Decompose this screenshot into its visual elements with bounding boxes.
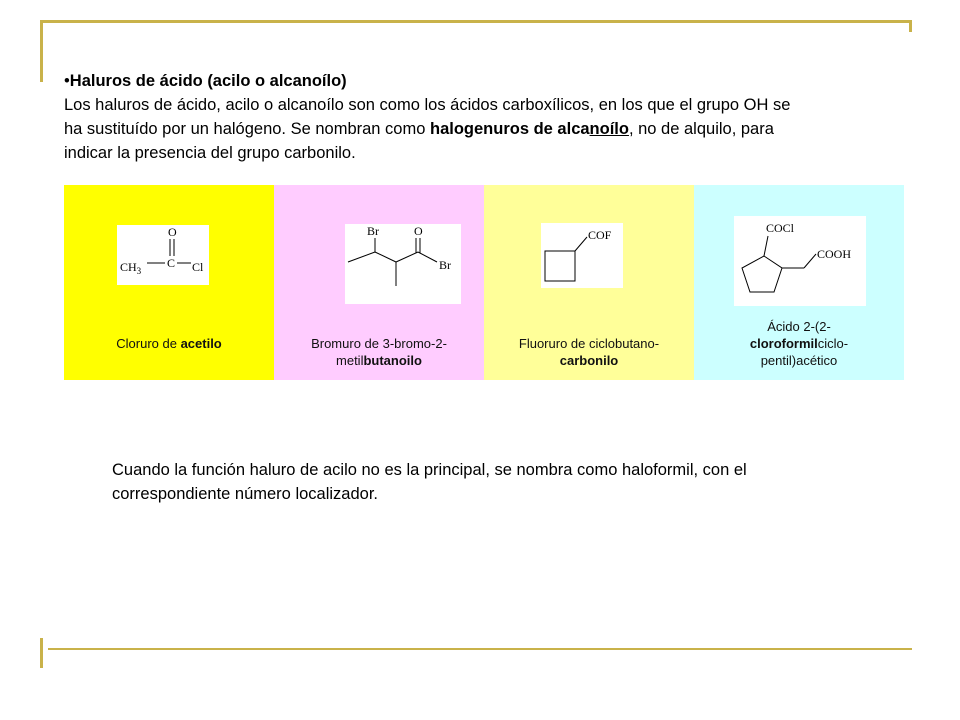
heading-text: Haluros de ácido (acilo o alcanoílo) [69, 72, 347, 90]
intro-line-3: indicar la presencia del grupo carbonilo. [64, 144, 356, 162]
frame-right-line [909, 20, 912, 32]
intro-line-2 [64, 117, 904, 141]
atom-label-c: C [167, 256, 176, 270]
compound-caption: Bromuro de 3-bromo-2- metilbutanoilo [311, 336, 447, 368]
group-label-cof: COF [588, 228, 612, 242]
group-label-cocl: COCl [766, 221, 795, 235]
compound-caption: Cloruro de acetilo [116, 336, 222, 351]
intro-paragraph [64, 69, 904, 165]
compound-caption: Fluoruro de ciclobutano- carbonilo [518, 336, 660, 368]
intro-line-2-end: , no de alquilo, para [628, 120, 774, 138]
structure-image [345, 224, 461, 304]
structure-image [117, 225, 209, 285]
atom-label-br: Br [367, 224, 379, 238]
structure-image [734, 216, 866, 306]
atom-label-br-acyl: Br [439, 258, 451, 272]
note-line-2: correspondiente número localizador. [112, 485, 378, 503]
compound-cell-cyclopentyl [694, 185, 904, 380]
compound-cell-acetyl [64, 185, 274, 380]
bullet: • [64, 72, 70, 90]
intro-heading [64, 69, 904, 93]
intro-line-2-start: ha sustituído por un halógeno. Se nombran como [64, 120, 430, 138]
atom-label-o: O [414, 224, 423, 238]
compounds-table [64, 185, 904, 380]
frame-bottom-left-line [40, 638, 43, 668]
frame-left-line [40, 20, 43, 82]
compound-cell-bromobutanoyl [274, 185, 484, 380]
note-line-1: Cuando la función haluro de acilo no es la principal, se nombra como haloformil, con el [112, 461, 747, 479]
underlined-term: noílo [589, 120, 629, 138]
note-paragraph [112, 458, 872, 506]
atom-label-o: O [168, 225, 177, 239]
atom-label-ch3: $CH_3$ [120, 260, 142, 276]
frame-bottom-line [48, 648, 912, 650]
compound-cell-cyclobutane [484, 185, 694, 380]
compound-caption: Ácido 2-(2- cloroformilciclo- pentil)acético [749, 319, 849, 368]
bold-term: halogenuros de alca [430, 120, 590, 138]
atom-label-cl: Cl [192, 260, 204, 274]
intro-line-1: Los haluros de ácido, acilo o alcanoílo son como los ácidos carboxílicos, en los que el grupo OH se [64, 96, 791, 114]
group-label-cooh: COOH [817, 247, 852, 261]
frame-top-line [40, 20, 912, 23]
structure-image [541, 223, 623, 288]
